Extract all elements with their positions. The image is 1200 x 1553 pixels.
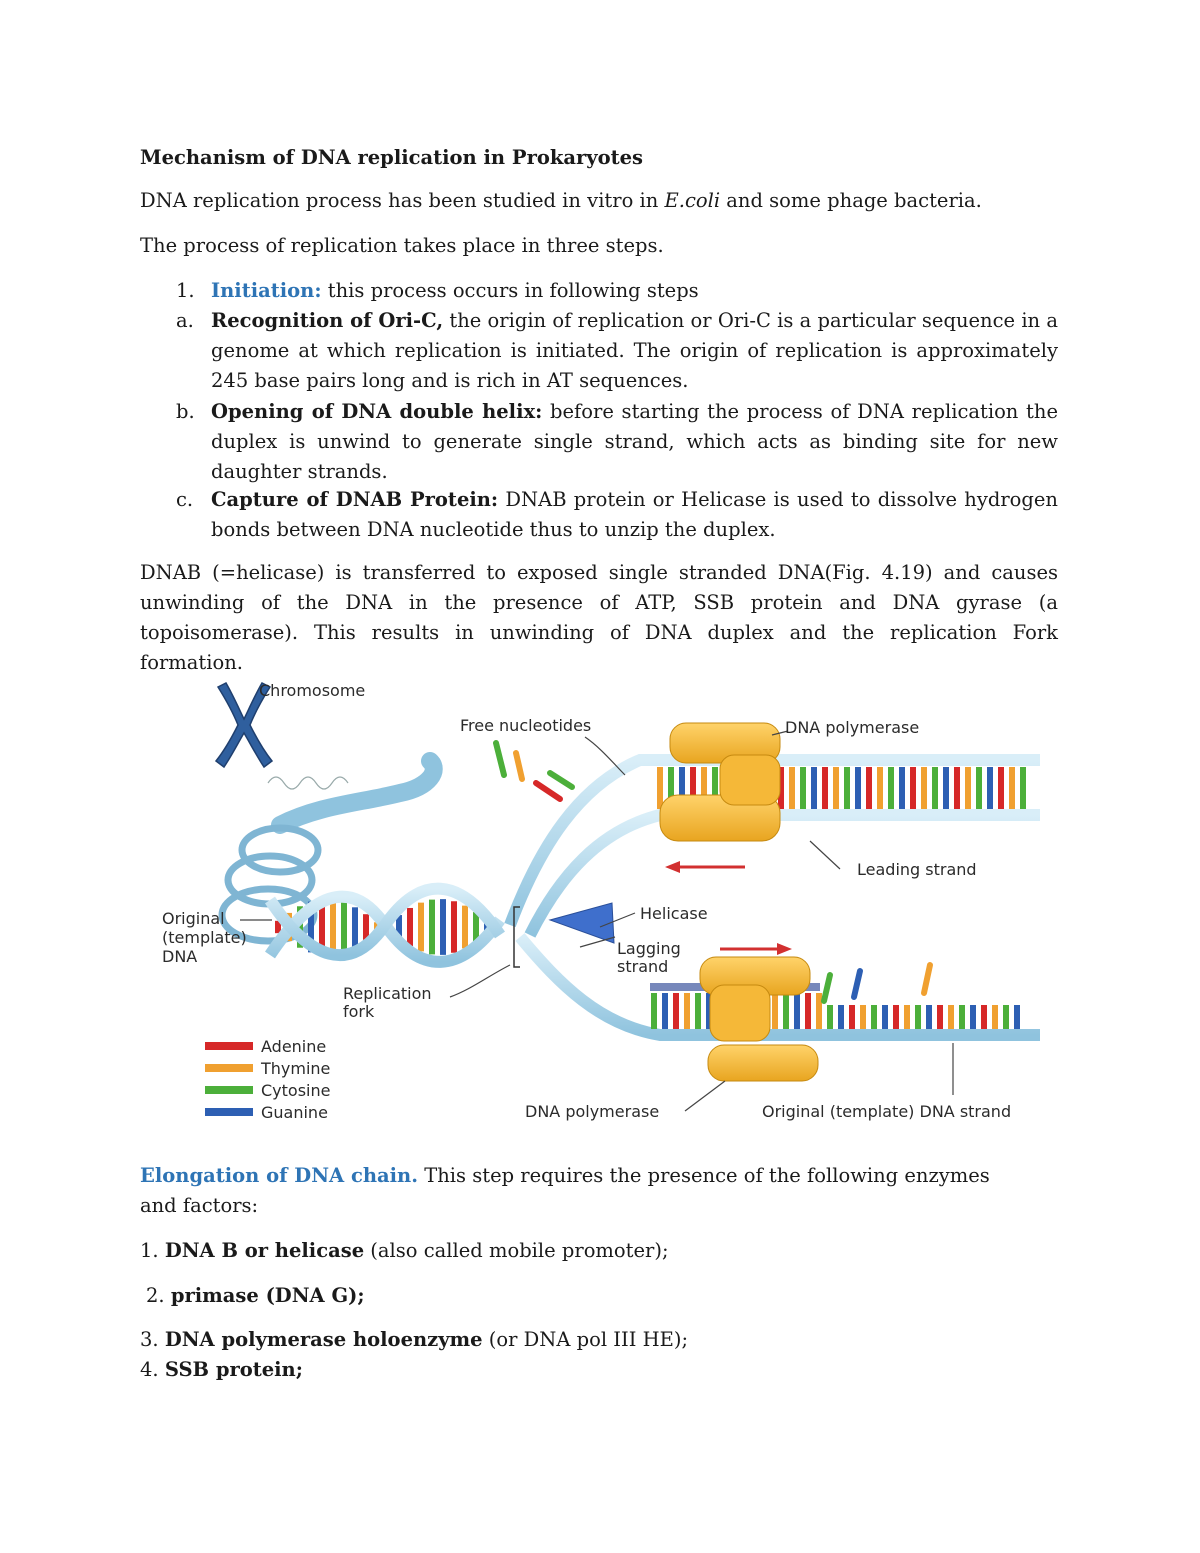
legend-swatch-guanine bbox=[205, 1108, 253, 1116]
dnab-paragraph: DNAB (=helicase) is transferred to exposed single stranded DNA(Fig. 4.19) and causes unwinding of the DNA in the presence of ATP, SSB protein and DNA gyrase (a topoisomerase). This results in unwinding of DNA duplex and the replication Fork formation. bbox=[140, 561, 1058, 674]
label-leading-strand: Leading strand bbox=[857, 860, 977, 879]
sub-c-letter: c. bbox=[176, 488, 194, 511]
enzyme-item-4 bbox=[140, 1355, 303, 1385]
lagging-direction-arrow bbox=[720, 943, 792, 955]
sub-a-text: the origin of replication or Ori-C is a particular sequence in a genome at which replication is initiated. The origin of replication is approximately 245 base pairs long and is rich in AT sequences. bbox=[211, 309, 1058, 392]
label-original-2: (template) bbox=[162, 928, 247, 947]
dna-polymerase-top-icon bbox=[660, 723, 780, 841]
step-1-label: Initiation: bbox=[211, 279, 322, 302]
enzyme-2-bold: primase (DNA G); bbox=[170, 1284, 365, 1307]
dna-coils bbox=[222, 828, 318, 941]
legend-swatch-adenine bbox=[205, 1042, 253, 1050]
label-chromosome: Chromosome bbox=[259, 681, 366, 700]
enzyme-1-rest: (also called mobile promoter); bbox=[364, 1239, 669, 1262]
label-dna-polymerase-bottom: DNA polymerase bbox=[525, 1102, 660, 1121]
legend-label-guanine: Guanine bbox=[261, 1103, 328, 1122]
elongation-heading-line bbox=[140, 1161, 990, 1221]
dna-replication-figure bbox=[160, 675, 1040, 1130]
intro-1-post: and some phage bacteria. bbox=[720, 189, 982, 212]
label-dna-polymerase-top: DNA polymerase bbox=[785, 718, 920, 737]
intro-1-pre: DNA replication process has been studied in vitro in bbox=[140, 189, 665, 212]
label-replication-fork-1: Replication bbox=[343, 984, 432, 1003]
enzyme-1-num: 1. bbox=[140, 1239, 159, 1262]
label-original-template-strand: Original (template) DNA strand bbox=[762, 1102, 1012, 1121]
sub-a-label: Recognition of Ori-C, bbox=[211, 309, 444, 332]
label-helicase: Helicase bbox=[640, 904, 708, 923]
sub-b-text: before starting the process of DNA replication the duplex is unwind to generate single strand, which acts as binding site for new daughter strands. bbox=[211, 400, 1058, 483]
enzyme-item-3 bbox=[140, 1325, 688, 1355]
legend-swatch-thymine bbox=[205, 1064, 253, 1072]
sub-c-label: Capture of DNAB Protein: bbox=[211, 488, 499, 511]
elongation-text-1: This step requires the presence of the following enzymes and factors: bbox=[140, 1164, 990, 1217]
enzyme-3-rest: (or DNA pol III HE); bbox=[482, 1328, 689, 1351]
legend-label-thymine: Thymine bbox=[261, 1059, 331, 1078]
legend-label-cytosine: Cytosine bbox=[261, 1081, 331, 1100]
helicase-icon bbox=[550, 903, 614, 943]
enzyme-3-num: 3. bbox=[140, 1328, 159, 1351]
enzyme-item-2 bbox=[146, 1281, 365, 1311]
sub-c-item bbox=[211, 485, 1058, 545]
enzyme-1-bold: DNA B or helicase bbox=[164, 1239, 365, 1262]
leading-direction-arrow bbox=[665, 861, 745, 873]
label-lagging-2: strand bbox=[617, 957, 669, 976]
intro-paragraph-2: The process of replication takes place in three steps. bbox=[140, 234, 664, 257]
dna-replication-diagram bbox=[160, 675, 1040, 1130]
sub-b-label: Opening of DNA double helix: bbox=[211, 400, 543, 423]
enzyme-4-bold: SSB protein; bbox=[164, 1358, 303, 1381]
intro-paragraph-1 bbox=[140, 186, 982, 216]
step-1-text: this process occurs in following steps bbox=[321, 279, 699, 302]
sub-b-item bbox=[211, 397, 1058, 487]
sub-b-letter: b. bbox=[176, 400, 195, 423]
doc-title: Mechanism of DNA replication in Prokaryotes bbox=[140, 146, 643, 169]
label-original-3: DNA bbox=[162, 947, 198, 966]
label-original-1: Original bbox=[162, 909, 225, 928]
enzyme-item-1 bbox=[140, 1236, 669, 1266]
chromatin-tube bbox=[280, 761, 434, 825]
label-replication-fork-2: fork bbox=[343, 1002, 375, 1021]
label-free-nucleotides: Free nucleotides bbox=[460, 716, 592, 735]
step-1-item bbox=[211, 276, 699, 306]
intro-1-italic: E.coli bbox=[664, 189, 721, 212]
step-1-number: 1. bbox=[176, 279, 195, 302]
elongation-label: Elongation of DNA chain. bbox=[140, 1164, 419, 1187]
sub-a-item bbox=[211, 306, 1058, 396]
enzyme-3-bold: DNA polymerase holoenzyme bbox=[164, 1328, 483, 1351]
nucleotide-legend bbox=[205, 1037, 330, 1122]
legend-swatch-cytosine bbox=[205, 1086, 253, 1094]
dna-polymerase-bottom-icon bbox=[700, 957, 818, 1081]
legend-label-adenine: Adenine bbox=[261, 1037, 327, 1056]
chromatin-thread bbox=[268, 777, 348, 789]
sub-a-letter: a. bbox=[176, 309, 194, 332]
enzyme-4-num: 4. bbox=[140, 1358, 159, 1381]
label-lagging-1: Lagging bbox=[617, 939, 681, 958]
sub-c-text: DNAB protein or Helicase is used to dissolve hydrogen bonds between DNA nucleotide thus to unzip the duplex. bbox=[211, 488, 1058, 541]
enzyme-2-num: 2. bbox=[146, 1284, 165, 1307]
